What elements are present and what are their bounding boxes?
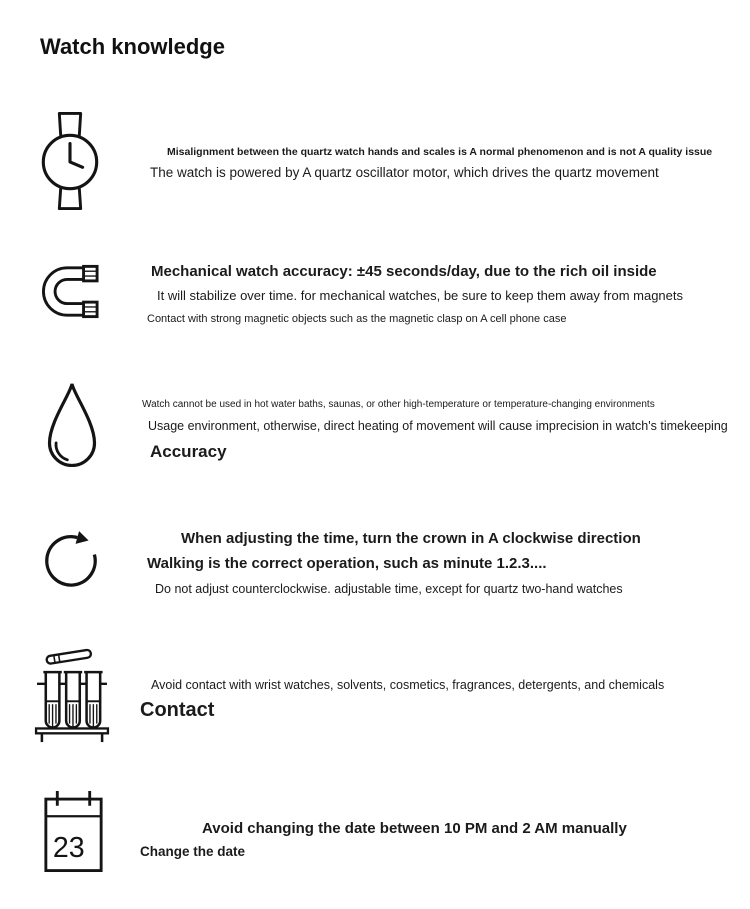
section-heading: Accuracy: [150, 442, 227, 461]
calendar-icon: [43, 789, 104, 874]
water-drop-icon: [42, 379, 102, 475]
calendar-day-number: 23: [52, 832, 85, 865]
test-tubes-icon: [31, 643, 113, 744]
section-text: Avoid contact with wrist watches, solvents, cosmetics, fragrances, detergents, and chemicals: [151, 678, 665, 692]
section-text: Avoid changing the date between 10 PM and 2 AM manually: [202, 820, 627, 837]
section-text: The watch is powered by A quartz oscillator motor, which drives the quartz movement: [150, 165, 659, 180]
section-text: It will stabilize over time. for mechanical watches, be sure to keep them away from magnets: [157, 288, 683, 303]
section-text: Watch cannot be used in hot water baths, saunas, or other high-temperature or temperature-changing environments: [142, 399, 655, 410]
section-heading: Contact: [140, 699, 215, 721]
magnet-icon: [40, 263, 102, 320]
section-text: Change the date: [140, 844, 246, 859]
page-title: Watch knowledge: [40, 34, 225, 59]
section-text: Do not adjust counterclockwise. adjustable time, except for quartz two-hand watches: [155, 582, 623, 596]
clockwise-arrow-icon: [41, 521, 103, 593]
section-text: Usage environment, otherwise, direct heating of movement will cause imprecision in watch's timekeeping: [148, 419, 728, 433]
section-text: Walking is the correct operation, such as minute 1.2.3....: [147, 555, 547, 572]
section-text: When adjusting the time, turn the crown in A clockwise direction: [181, 530, 641, 547]
section-text: Mechanical watch accuracy: ±45 seconds/day, due to the rich oil inside: [151, 263, 657, 280]
section-text: Contact with strong magnetic objects such as the magnetic clasp on A cell phone case: [147, 313, 567, 325]
section-text: Misalignment between the quartz watch hands and scales is A normal phenomenon and is not A quality issue: [167, 146, 713, 158]
wristwatch-icon: [37, 111, 103, 212]
